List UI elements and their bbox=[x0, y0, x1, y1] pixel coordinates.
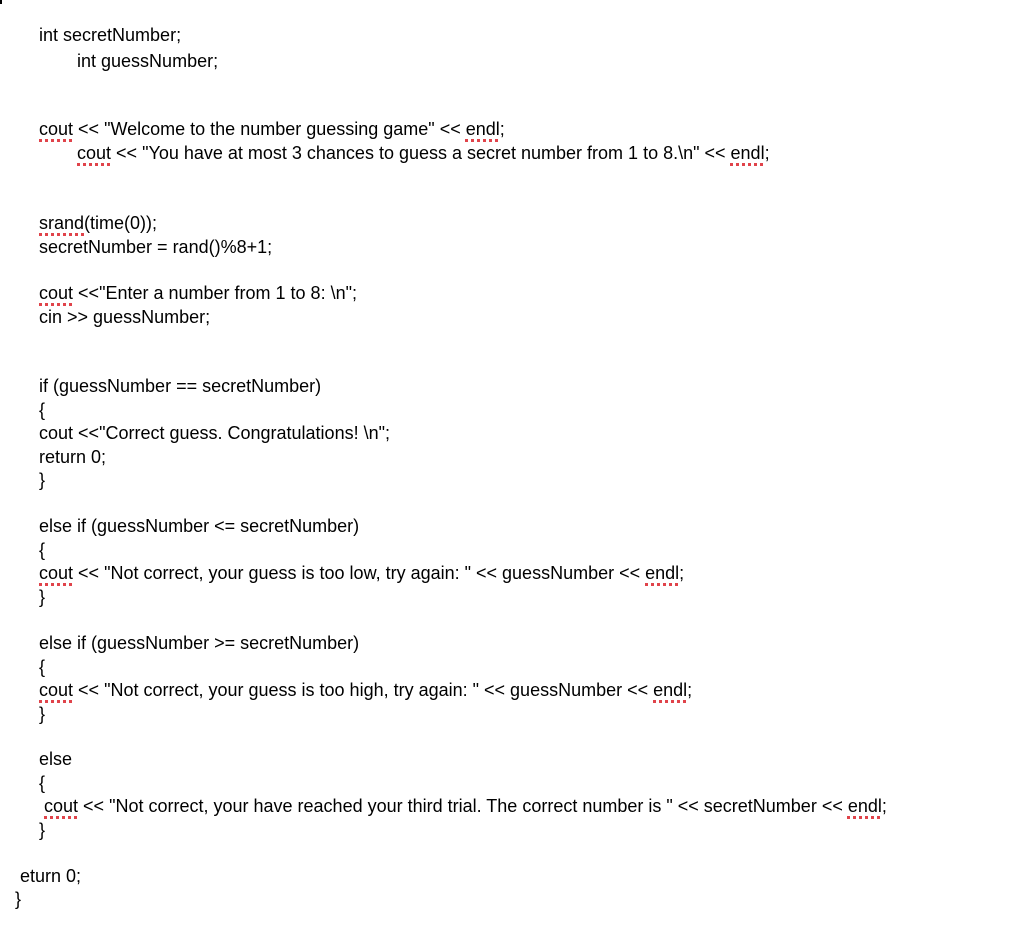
spellcheck-flagged-word: cout bbox=[77, 143, 112, 163]
code-text: cout <<"Correct guess. Congratulations! \n"; bbox=[39, 423, 390, 443]
code-text: int guessNumber; bbox=[77, 51, 219, 71]
code-text: ; bbox=[499, 119, 505, 139]
spellcheck-flagged-word: endl bbox=[730, 143, 765, 163]
code-text: if (guessNumber == secretNumber) bbox=[39, 376, 322, 396]
code-text: int secretNumber; bbox=[39, 25, 182, 45]
code-text: eturn 0; bbox=[20, 866, 82, 886]
code-text: } bbox=[39, 587, 46, 607]
code-line bbox=[19, 539, 684, 608]
spellcheck-flagged-word: cout bbox=[44, 796, 79, 816]
code-text: return 0; bbox=[39, 447, 107, 467]
code-text: << "Not correct, your guess is too low, try again: " << guessNumber << bbox=[73, 563, 646, 583]
code-text: ; bbox=[881, 796, 887, 816]
code-text: << "Not correct, your guess is too high, try again: " << guessNumber << bbox=[73, 680, 654, 700]
code-text: { bbox=[39, 657, 46, 677]
code-line bbox=[0, 865, 21, 934]
code-text: { bbox=[39, 540, 46, 560]
spellcheck-flagged-word: cout bbox=[39, 283, 74, 303]
code-text: ; bbox=[687, 680, 693, 700]
spellcheck-flagged-word: cout bbox=[39, 119, 74, 139]
code-text: cin >> guessNumber; bbox=[39, 307, 211, 327]
spellcheck-flagged-word: endl bbox=[645, 563, 680, 583]
code-text: << "Not correct, your have reached your third trial. The correct number is " << secretNumber << bbox=[78, 796, 848, 816]
spellcheck-flagged-word: endl bbox=[465, 119, 500, 139]
code-text: else if (guessNumber <= secretNumber) bbox=[39, 516, 360, 536]
spellcheck-flagged-word: endl bbox=[653, 680, 688, 700]
code-line bbox=[57, 27, 218, 96]
code-text: } bbox=[39, 704, 46, 724]
code-text: <<"Enter a number from 1 to 8: \n"; bbox=[73, 283, 357, 303]
code-text: else bbox=[39, 749, 73, 769]
code-text: ; bbox=[679, 563, 685, 583]
code-text: } bbox=[39, 820, 46, 840]
spellcheck-flagged-word: cout bbox=[39, 680, 74, 700]
code-text: { bbox=[39, 400, 46, 420]
spellcheck-flagged-word: srand bbox=[39, 213, 85, 233]
code-text: } bbox=[15, 889, 22, 909]
code-line bbox=[57, 119, 770, 188]
code-line bbox=[24, 772, 887, 841]
code-text: (time(0)); bbox=[84, 213, 158, 233]
spellcheck-flagged-word: endl bbox=[847, 796, 882, 816]
code-text: << "You have at most 3 chances to guess a secret number from 1 to 8.\n" << bbox=[111, 143, 731, 163]
code-text: secretNumber = rand()%8+1; bbox=[39, 237, 273, 257]
code-text: << "Welcome to the number guessing game" << bbox=[73, 119, 466, 139]
code-text: { bbox=[39, 773, 46, 793]
clipped-character-mark bbox=[0, 0, 2, 4]
code-line bbox=[19, 656, 692, 725]
code-text: } bbox=[39, 470, 46, 490]
code-text: else if (guessNumber >= secretNumber) bbox=[39, 633, 360, 653]
spellcheck-flagged-word: cout bbox=[39, 563, 74, 583]
code-line bbox=[19, 283, 210, 352]
code-text: ; bbox=[764, 143, 770, 163]
